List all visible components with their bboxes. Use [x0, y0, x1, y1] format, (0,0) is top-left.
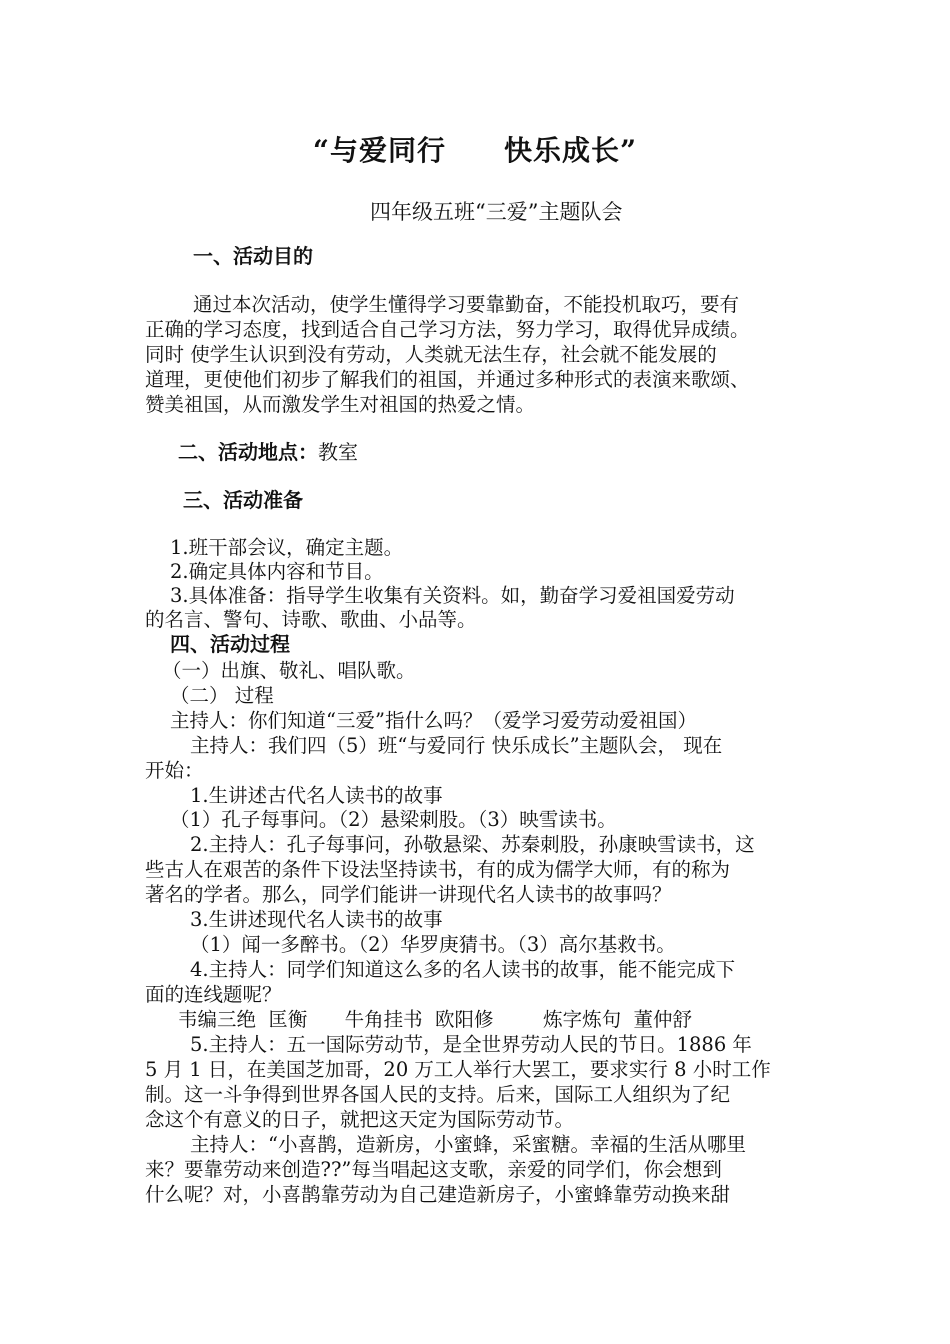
section-heading-process: 四、活动过程	[170, 632, 290, 656]
process-line: 3.生讲述现代名人读书的故事	[190, 908, 443, 931]
process-line: （1）孔子每事问。（2）悬梁刺股。（3）映雪读书。	[170, 808, 617, 831]
section-heading-location	[178, 440, 358, 464]
list-item: 2.确定具体内容和节目。	[170, 560, 384, 583]
process-line: （1）闻一多醉书。（2）华罗庚猜书。（3）高尔基救书。	[190, 933, 676, 956]
process-line: 念这个有意义的日子，就把这天定为国际劳动节。	[145, 1108, 575, 1131]
process-line: 5 月 1 日，在美国芝加哥，20 万工人举行大罢工，要求实行 8 小时工作	[145, 1058, 771, 1081]
list-item: 的名言、警句、诗歌、歌曲、小品等。	[145, 608, 477, 631]
section-heading-preparation: 三、活动准备	[183, 488, 303, 512]
list-item: 1.班干部会议，确定主题。	[170, 536, 404, 559]
process-line: 些古人在艰苦的条件下设法坚持读书，有的成为儒学大师，有的称为	[145, 858, 731, 881]
process-line: 制。这一斗争得到世界各国人民的支持。后来，国际工人组织为了纪	[145, 1083, 731, 1106]
process-line: （一）出旗、敬礼、唱队歌。	[162, 659, 416, 682]
process-line: 著名的学者。那么，同学们能讲一讲现代名人读书的故事吗？	[145, 883, 672, 906]
location-label: 二、活动地点：	[178, 440, 318, 464]
paragraph-line: 通过本次活动，使学生懂得学习要靠勤奋，不能投机取巧，要有	[193, 293, 740, 316]
section-heading-purpose: 一、活动目的	[193, 244, 313, 268]
process-line: 主持人：你们知道“三爱”指什么吗？（爱学习爱劳动爱祖国）	[170, 709, 697, 732]
document-subtitle: 四年级五班“三爱”主题队会	[370, 200, 623, 224]
process-line: 4.主持人：同学们知道这么多的名人读书的故事，能不能完成下	[190, 958, 736, 981]
process-line: 主持人：我们四（5）班“与爱同行 快乐成长”主题队会， 现在	[190, 734, 723, 757]
matching-line: 韦编三绝 匡衡 牛角挂书 欧阳修 炼字炼句 董仲舒	[178, 1008, 692, 1031]
process-line: （二） 过程	[170, 684, 274, 707]
process-line: 面的连线题呢？	[145, 983, 282, 1006]
process-line: 什么呢？对，小喜鹊靠劳动为自己建造新房子，小蜜蜂靠劳动换来甜	[145, 1183, 731, 1206]
paragraph-line: 正确的学习态度，找到适合自己学习方法，努力学习，取得优异成绩。	[145, 318, 750, 341]
process-line: 开始：	[145, 759, 204, 782]
process-line: 5.主持人：五一国际劳动节，是全世界劳动人民的节日。1886 年	[190, 1033, 752, 1056]
process-line: 来？要靠劳动来创造??”每当唱起这支歌，亲爱的同学们，你会想到	[145, 1158, 722, 1181]
location-value: 教室	[318, 440, 358, 464]
paragraph-line: 道理，更使他们初步了解我们的祖国，并通过多种形式的表演来歌颂、	[145, 368, 750, 391]
paragraph-line: 赞美祖国，从而激发学生对祖国的热爱之情。	[145, 393, 536, 416]
paragraph-line: 同时 使学生认识到没有劳动，人类就无法生存，社会就不能发展的	[145, 343, 717, 366]
list-item: 3.具体准备：指导学生收集有关资料。如，勤奋学习爱祖国爱劳动	[170, 584, 735, 607]
process-line: 2.主持人：孔子每事问，孙敬悬梁、苏秦刺股，孙康映雪读书，这	[190, 833, 755, 856]
process-line: 主持人：“小喜鹊，造新房，小蜜蜂，采蜜糖。幸福的生活从哪里	[190, 1133, 746, 1156]
process-line: 1.生讲述古代名人读书的故事	[190, 784, 443, 807]
document-title: “与爱同行 快乐成长”	[312, 134, 638, 167]
